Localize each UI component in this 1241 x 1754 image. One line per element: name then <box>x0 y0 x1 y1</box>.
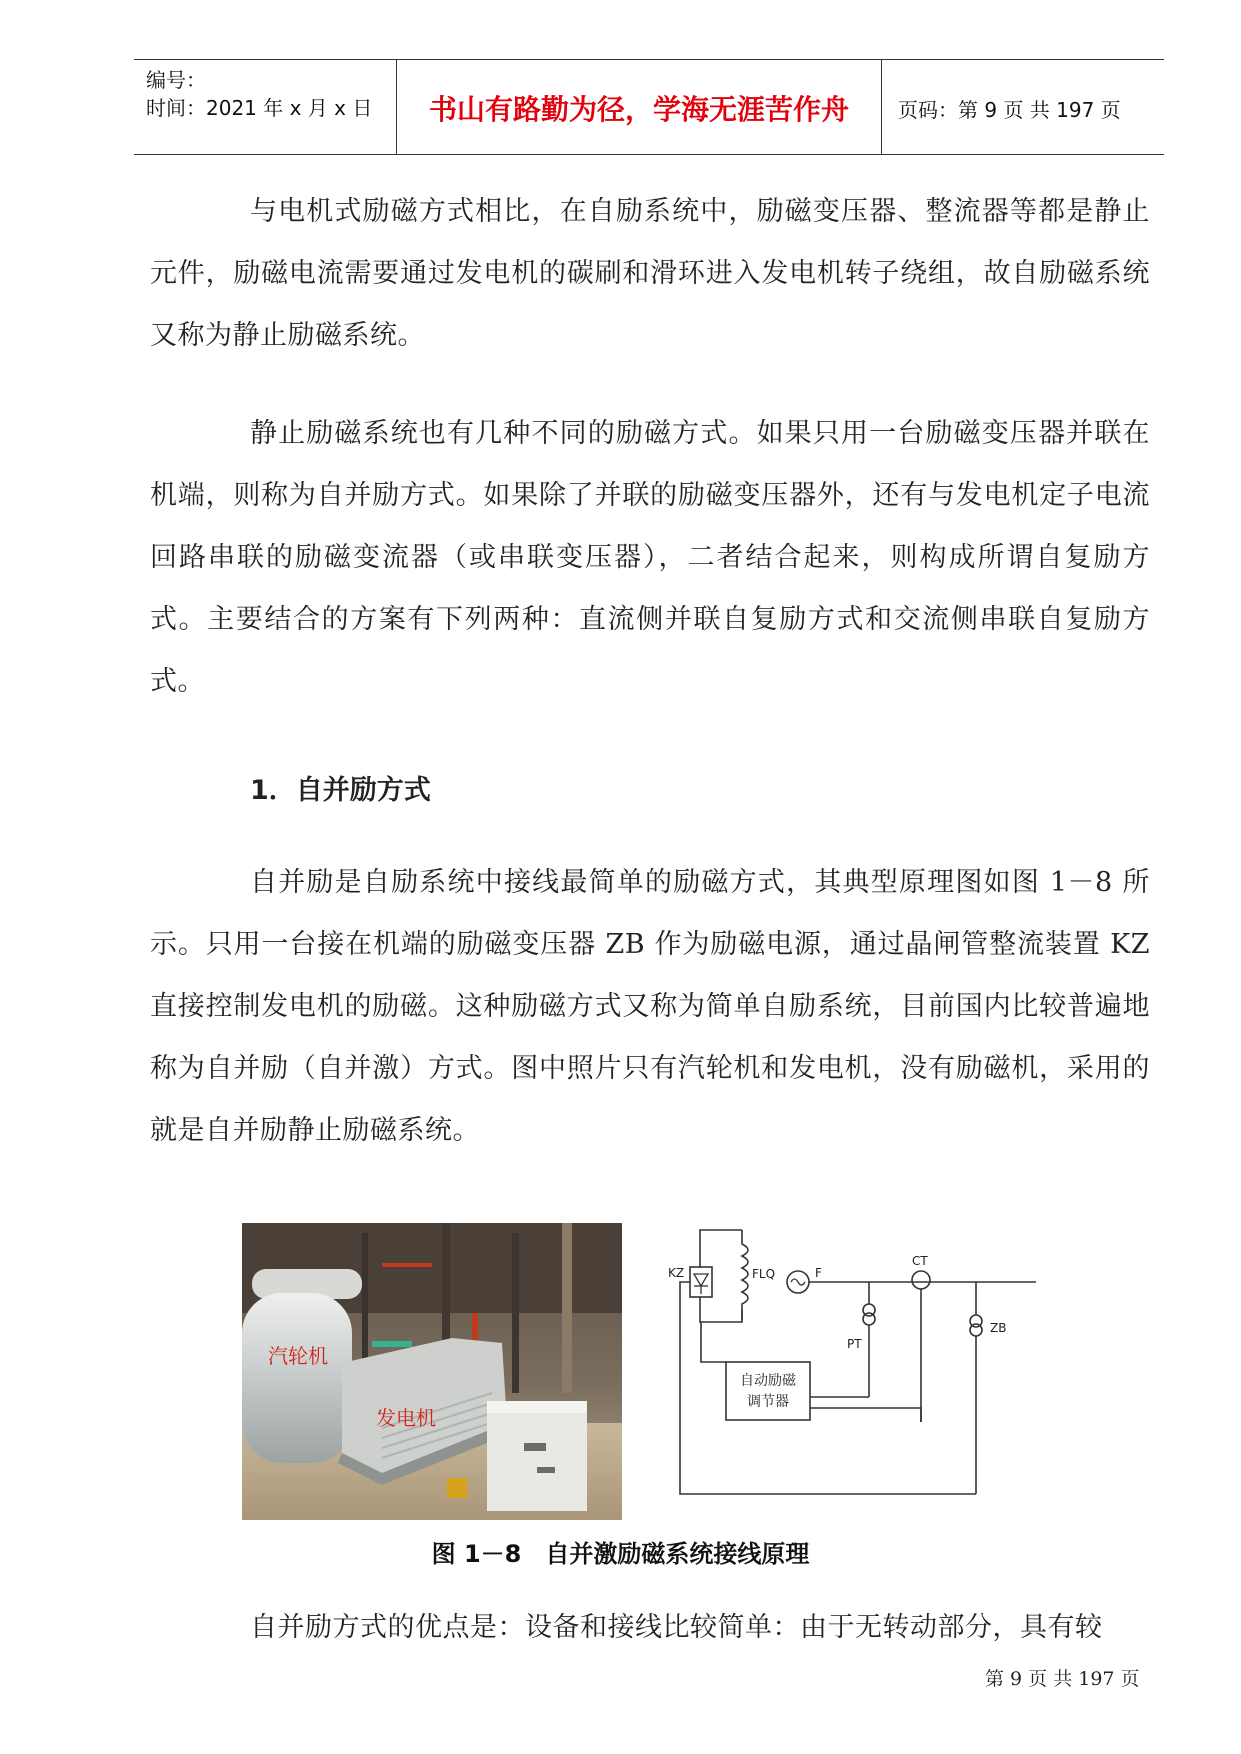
figure-photo <box>242 1223 622 1520</box>
page-header <box>134 59 1164 155</box>
label-f: F <box>815 1266 822 1280</box>
excitation-transformer-lower <box>970 1324 982 1336</box>
potential-transformer-lower <box>863 1313 875 1325</box>
figure-diagram <box>650 1222 1040 1512</box>
field-wire-bottom <box>700 1297 742 1322</box>
label-ct: CT <box>912 1254 928 1268</box>
section-heading: 1．自并励方式 <box>250 775 431 806</box>
header-page-cell <box>882 60 1164 154</box>
auto-excitation-regulator <box>726 1362 810 1420</box>
header-meta <box>134 60 396 154</box>
paragraph-4: 自并励方式的优点是：设备和接线比较简单：由于无转动部分，具有较 <box>250 1612 1103 1643</box>
field-wire-top <box>700 1230 742 1267</box>
paragraph-2: 静止励磁系统也有几种不同的励磁方式。如果只用一台励磁变压器并联在机端，则称为自并励方式。如果除了并联的励磁变压器外，还有与发电机定子电流回路串联的励磁变流器（或串联变压器），二者结合起来，则构成所谓自复励方式。主要结合的方案有下列两种：直流侧并联自复励方式和交流侧串联自复励方式。 <box>150 418 1150 697</box>
figure-caption: 图 1－8 自并激励磁系统接线原理 <box>431 1540 810 1568</box>
page-footer: 第 9 页 共 197 页 <box>985 1668 1140 1690</box>
turbine-hall-photo <box>242 1223 622 1520</box>
header-page-label: 页码：第 9 页 共 197 页 <box>898 98 1121 122</box>
photo-label-generator: 发电机 <box>376 1406 436 1430</box>
current-transformer <box>912 1271 930 1289</box>
regulator-label-line2: 调节器 <box>747 1394 789 1410</box>
thyristor-symbol <box>694 1274 708 1286</box>
paragraph-1: 与电机式励磁方式相比，在自励系统中，励磁变压器、整流器等都是静止元件，励磁电流需要通过发电机的碳刷和滑环进入发电机转子绕组，故自励磁系统又称为静止励磁系统。 <box>150 196 1150 351</box>
photo-label-turbine: 汽轮机 <box>268 1344 328 1368</box>
header-number-label: 编号： <box>146 68 206 92</box>
wiring-diagram <box>650 1222 1040 1512</box>
header-motto: 书山有路勤为径，学海无涯苦作舟 <box>428 93 849 126</box>
label-pt: PT <box>847 1337 862 1351</box>
label-zb: ZB <box>990 1321 1007 1335</box>
regulator-label-line1: 自动励磁 <box>740 1373 796 1389</box>
label-kz: KZ <box>668 1266 685 1280</box>
field-winding <box>742 1230 748 1320</box>
label-flq: FLQ <box>752 1267 776 1281</box>
paragraph-3: 自并励是自励系统中接线最简单的励磁方式，其典型原理图如图 1－8 所示。只用一台接在机端的励磁变压器 ZB 作为励磁电源，通过晶闸管整流装置 KZ 直接控制发电机的励磁。这种励磁方式又称为简单自励系统，目前国内比较普遍地称为自并励（自并激）方式。图中照片只有汽轮机和发电机，没有励磁机，采用的就是自并励静止励磁系统。 <box>150 867 1150 1146</box>
header-time-label: 时间：2021 年 x 月 x 日 <box>146 96 373 120</box>
header-motto-cell <box>396 60 882 154</box>
